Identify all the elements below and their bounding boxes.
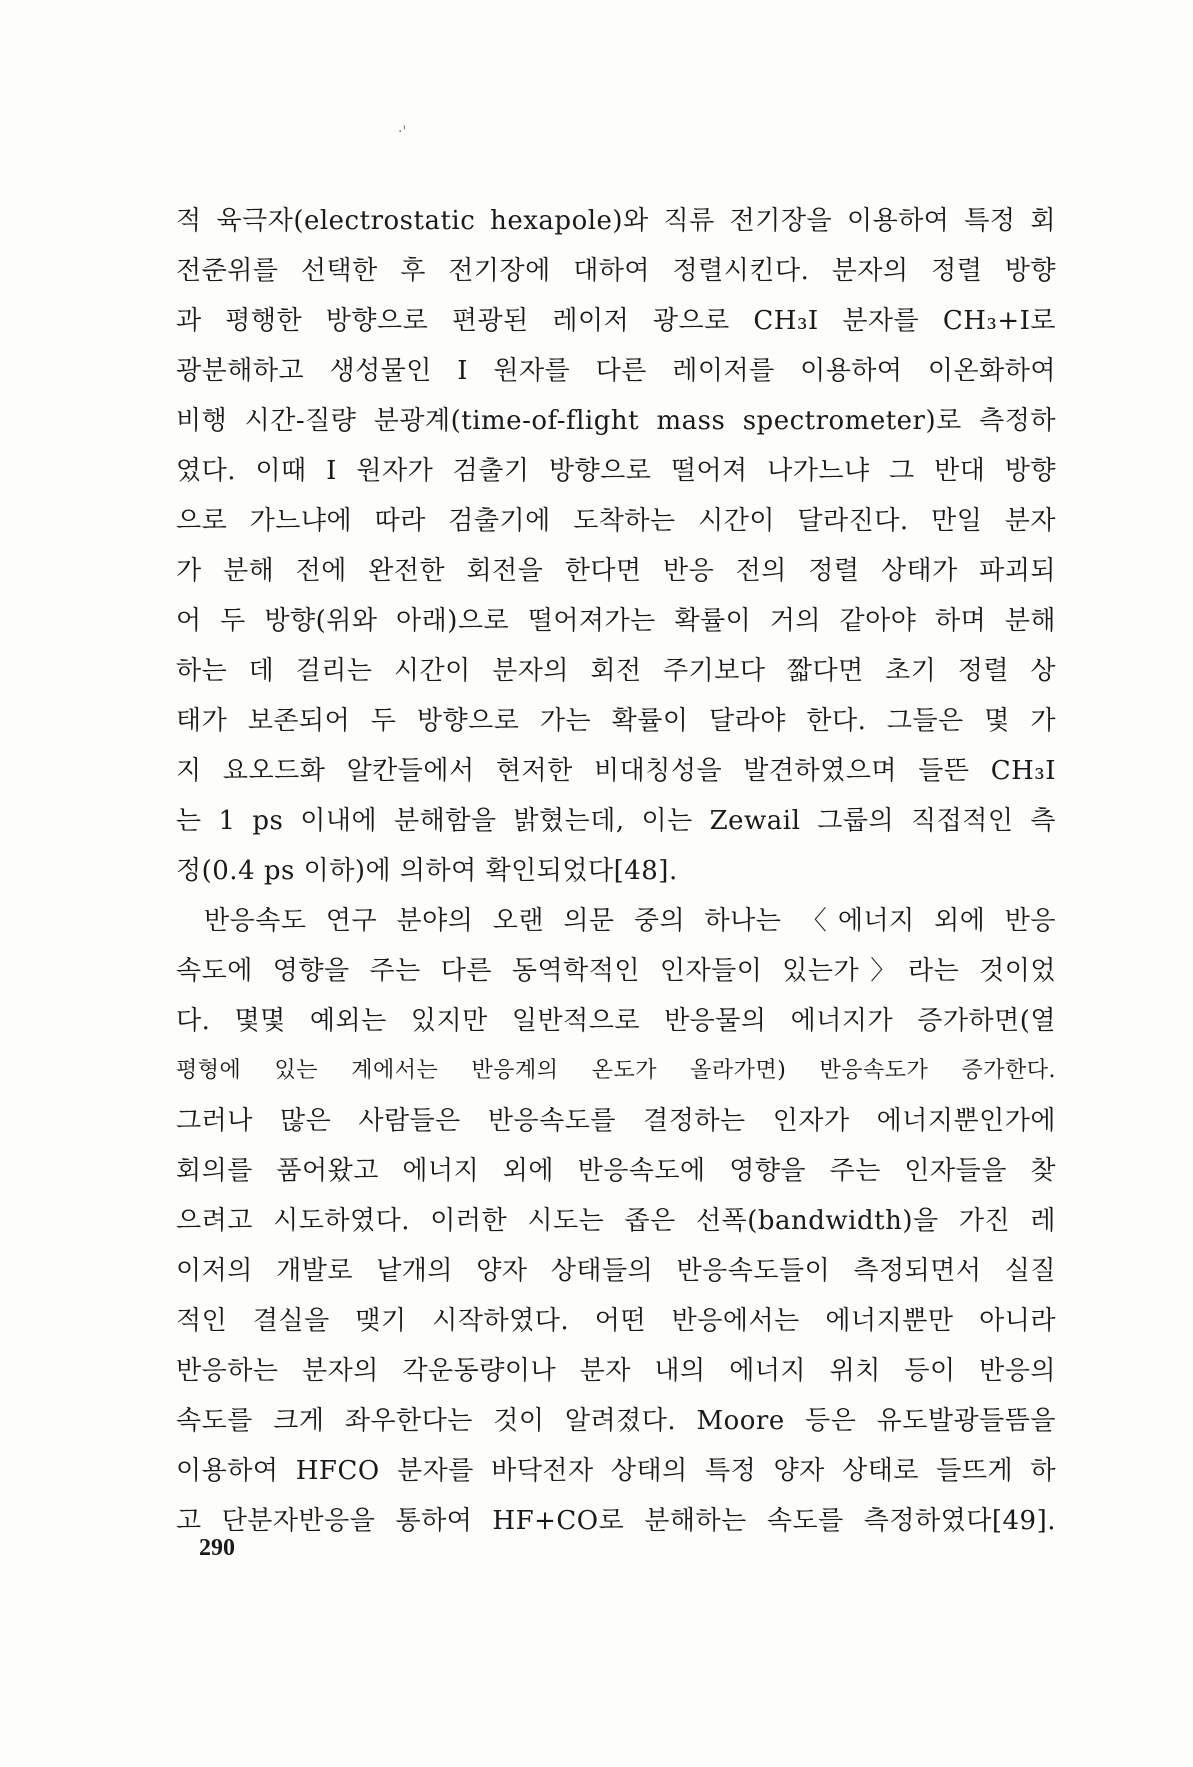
text-line: 적인 결실을 맺기 시작하였다. 어떤 반응에서는 에너지뿐만 아니라 <box>176 1306 1056 1336</box>
text-line: 평형에 있는 계에서는 반응계의 온도가 올라가면) 반응속도가 증가한다. <box>176 1058 1056 1083</box>
text-line: 태가 보존되어 두 방향으로 가는 확률이 달라야 한다. 그들은 몇 가 <box>176 706 1056 736</box>
text-line: 반응하는 분자의 각운동량이나 분자 내의 에너지 위치 등이 반응의 <box>176 1356 1056 1386</box>
text-line: 광분해하고 생성물인 I 원자를 다른 레이저를 이용하여 이온화하여 <box>176 356 1056 386</box>
text-line: 이용하여 HFCO 분자를 바닥전자 상태의 특정 양자 상태로 들뜨게 하 <box>176 1456 1056 1486</box>
text-line: 였다. 이때 I 원자가 검출기 방향으로 떨어져 나가느냐 그 반대 방향 <box>176 456 1056 486</box>
text-line: 하는 데 걸리는 시간이 분자의 회전 주기보다 짧다면 초기 정렬 상 <box>176 656 1056 686</box>
text-line: 으로 가느냐에 따라 검출기에 도착하는 시간이 달라진다. 만일 분자 <box>176 506 1056 536</box>
body-text <box>176 196 1056 1546</box>
paragraph-1 <box>176 196 1056 896</box>
text-line: 으려고 시도하였다. 이러한 시도는 좁은 선폭(bandwidth)을 가진 레 <box>176 1206 1056 1236</box>
page-number: 290 <box>199 1535 235 1561</box>
text-line: 는 1 ps 이내에 분해함을 밝혔는데, 이는 Zewail 그룹의 직접적인 측 <box>176 806 1056 836</box>
text-line: 정(0.4 ps 이하)에 의하여 확인되었다[48]. <box>176 856 678 886</box>
text-line: 반응속도 연구 분야의 오랜 의문 중의 하나는 〈에너지 외에 반응 <box>204 906 1056 936</box>
text-line: 어 두 방향(위와 아래)으로 떨어져가는 확률이 거의 같아야 하며 분해 <box>176 606 1056 636</box>
text-line: 과 평행한 방향으로 편광된 레이저 광으로 CH₃I 분자를 CH₃+I로 <box>176 306 1056 336</box>
stray-ink-mark: ·' <box>398 124 407 140</box>
text-line: 다. 몇몇 예외는 있지만 일반적으로 반응물의 에너지가 증가하면(열 <box>176 1006 1056 1036</box>
text-line: 적 육극자(electrostatic hexapole)와 직류 전기장을 이용하여 특정 회 <box>176 206 1056 236</box>
text-line: 가 분해 전에 완전한 회전을 한다면 반응 전의 정렬 상태가 파괴되 <box>176 556 1056 586</box>
text-line: 전준위를 선택한 후 전기장에 대하여 정렬시킨다. 분자의 정렬 방향 <box>176 256 1056 286</box>
text-line: 회의를 품어왔고 에너지 외에 반응속도에 영향을 주는 인자들을 찾 <box>176 1156 1056 1186</box>
text-line: 이저의 개발로 낱개의 양자 상태들의 반응속도들이 측정되면서 실질 <box>176 1256 1056 1286</box>
paragraph-2 <box>176 896 1056 1546</box>
text-line: 비행 시간-질량 분광계(time-of-flight mass spectrometer)로 측정하 <box>176 406 1056 436</box>
text-line: 지 요오드화 알칸들에서 현저한 비대칭성을 발견하였으며 들뜬 CH₃I <box>176 756 1056 786</box>
text-line: 속도를 크게 좌우한다는 것이 알려졌다. Moore 등은 유도발광들뜸을 <box>176 1406 1056 1436</box>
text-line: 그러나 많은 사람들은 반응속도를 결정하는 인자가 에너지뿐인가에 <box>176 1106 1056 1136</box>
text-line: 속도에 영향을 주는 다른 동역학적인 인자들이 있는가〉라는 것이었 <box>176 956 1056 986</box>
text-line: 고 단분자반응을 통하여 HF+CO로 분해하는 속도를 측정하였다[49]. <box>176 1506 1056 1536</box>
